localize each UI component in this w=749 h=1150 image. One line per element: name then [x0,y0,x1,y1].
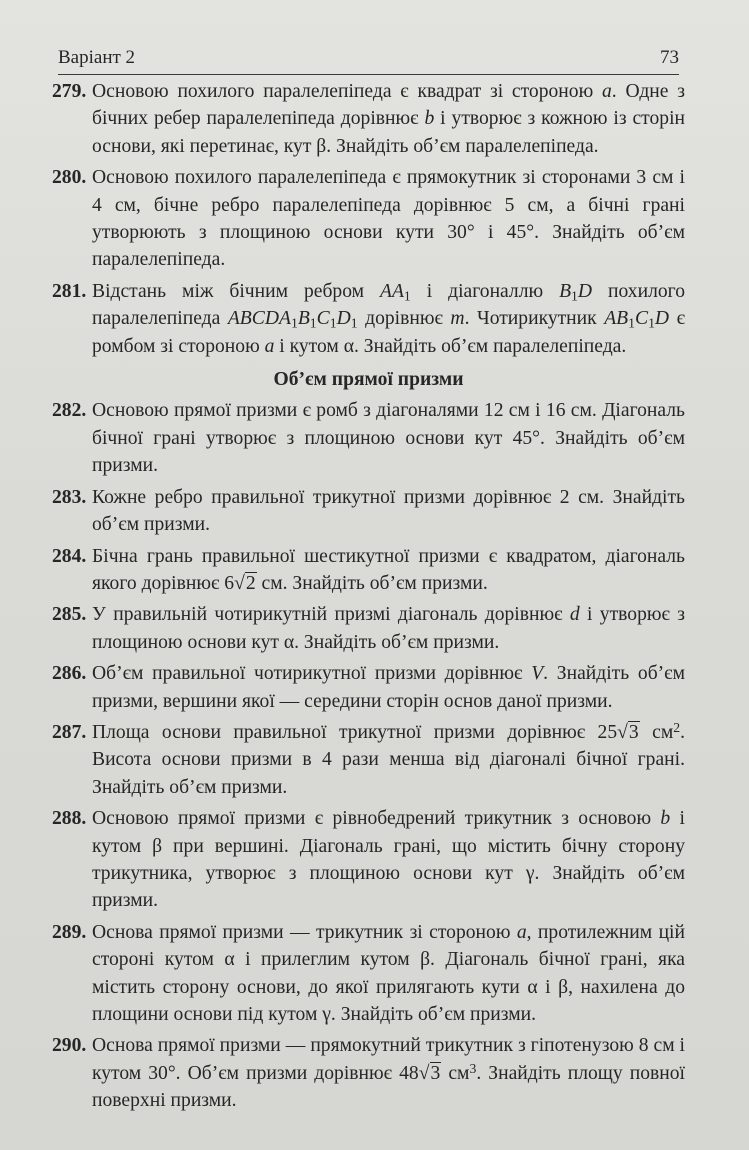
problem-288: 288. Основою прямої призми є рівнобедрений трикутник з основою b і кутом β при вершині. Діагональ грані, що містить бічну сторону трикутника, утворює з площиною основи кут γ. Знайдіть об’єм призми. [52,805,685,915]
problem-number: 281. [52,280,87,302]
problem-283 [52,484,685,539]
problem-number: 284. [52,545,87,567]
problem-text: Кожне ребро правильної трикутної призми дорівнює 2 см. Знайдіть об’єм призми. [92,486,685,536]
problem-number: 289. [52,921,87,943]
sqrt-symbol: √2 [234,572,256,594]
section-title: Об’єм прямої призми [273,369,464,391]
page-number: 73 [660,47,679,68]
problem-number: 287. [52,721,87,743]
sqrt-symbol: √3 [617,721,639,743]
problem-number: 290. [52,1035,87,1057]
problem-287: 287. Площа основи правильної трикутної призми дорівнює 25√3 $см^2$. Висота основи призми в 4 рази менша від діагоналі бічної грані. Знайдіть об’єм призми. [52,719,685,798]
problem-285: 285. У правильній чотирикутній призмі діагональ дорівнює d і утворює з площиною основи кут α. Знайдіть об’єм призми. [52,601,685,656]
variant-label: Варіант 2 [58,47,136,68]
problem-text: Основою прямої призми є ромб з діагоналями 12 см і 16 см. Діагональ бічної грані утворює з площиною основи кут 45°. Знайдіть об’єм призми. [92,400,685,477]
problem-281: 281. Відстань між бічним ребром $AA_1$ і діагоналлю $B_1D$ похилого паралелепіпеда $ABCDA_1B_1C_1D_1$ дорівнює m. Чотирикутник $AB_1C_1D$ є ромбом зі стороною a і кутом α. Знайдіть об’єм паралелепіпеда. [52,278,685,360]
problem-number: 279. [52,81,87,102]
problem-289: 289. Основа прямої призми — трикутник зі стороною a, протилежним цій стороні кутом α і прилеглим кутом β. Діагональ бічної грані, яка містить сторону основи, до якої прилягають кути α і β, нахилена до площини основи під кутом γ. Знайдіть об’єм призми. [52,919,685,1029]
problem-number: 285. [52,604,87,626]
problem-280 [52,164,685,274]
problem-number: 283. [52,486,87,508]
problem-286: 286. Об’єм правильної чотирикутної призми дорівнює V. Знайдіть об’єм призми, вершини якої — середини сторін основ даної призми. [52,660,685,715]
problem-290: 290. Основа прямої призми — прямокутний трикутник з гіпотенузою 8 см і кутом 30°. Об’єм призми дорівнює 48√3 $см^3$. Знайдіть площу повної поверхні призми. [52,1032,685,1114]
page-header [58,44,679,75]
problem-text: Основою похилого паралелепіпеда є прямокутник зі сторонами 3 см і 4 см, бічне ребро паралелепіпеда дорівнює 5 см, а бічні грані утворюють з площиною основи кути 30° і 45°. Знайдіть об’єм паралелепіпеда. [92,167,685,271]
problem-list [52,78,685,1119]
problem-number: 280. [52,167,87,189]
problem-279: 279. Основою похилого паралелепіпеда є квадрат зі стороною a. Одне з бічних ребер паралелепіпеда дорівнює b і утворює з кожною із сторін основи, які перетинає, кут β. Знайдіть об’єм паралелепіпеда. [52,78,685,160]
problem-number: 288. [52,808,87,830]
sqrt-symbol: √3 [418,1062,441,1084]
problem-284: 284. Бічна грань правильної шестикутної призми є квадратом, діагональ якого дорівнює 6√2 см. Знайдіть об’єм призми. [52,543,685,598]
problem-number: 282. [52,400,87,422]
problem-number: 286. [52,663,87,685]
problem-282 [52,397,685,479]
